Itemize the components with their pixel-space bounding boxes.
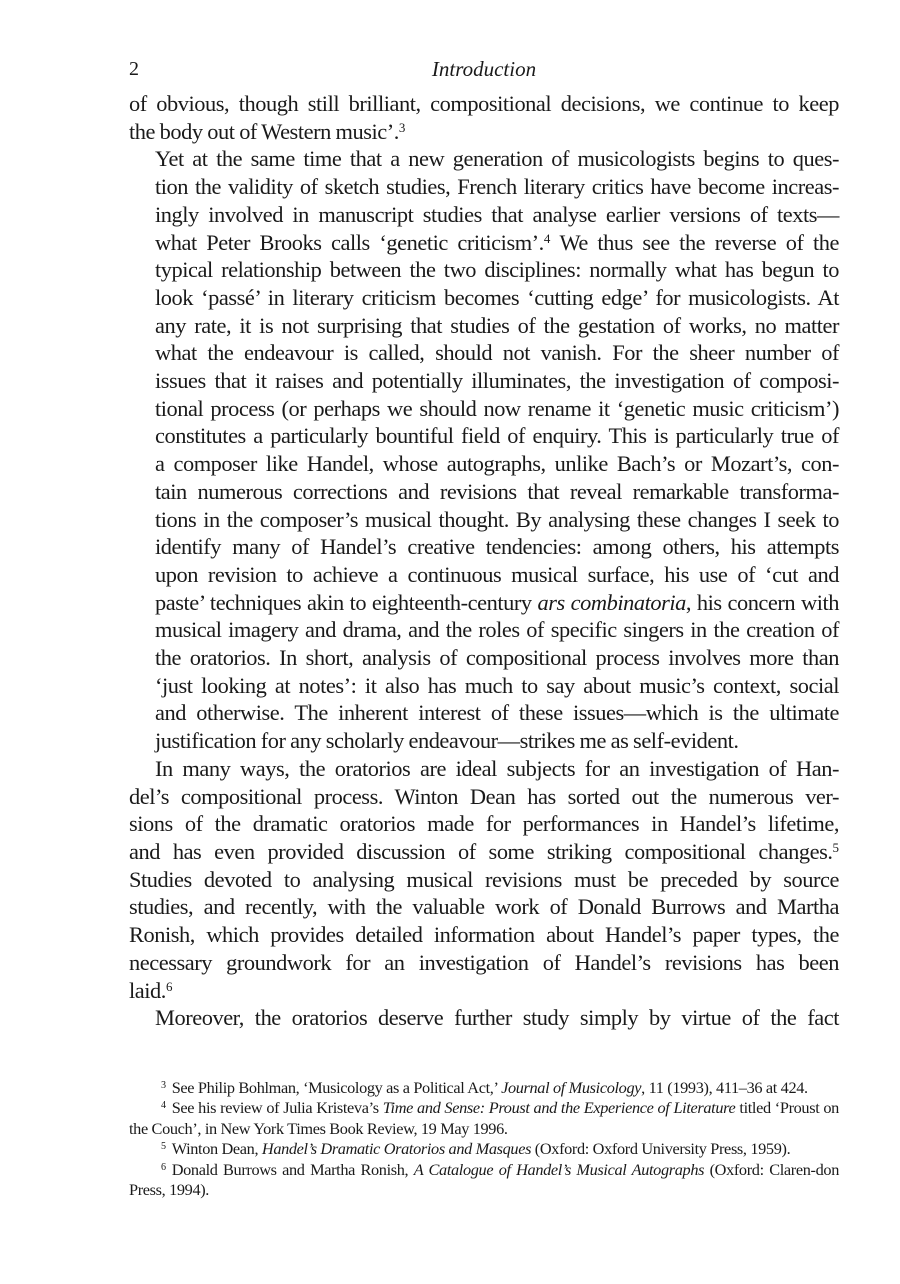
text-line: and has even provided discussion of some striking compositional changes.$^5$ (129, 838, 839, 864)
footnote-number: 5 (161, 1141, 166, 1153)
text-line: and otherwise. The inherent interest of these issues—which is the ultimate (155, 700, 839, 726)
footnote-5: $^5$ Winton Dean, Handel’s Dramatic Oratorios and Masques (Oxford: Oxford University Press, 1959). (161, 1139, 791, 1159)
footnote-number: 6 (161, 1161, 166, 1173)
text-line: of obvious, though still brilliant, compositional decisions, we continue to keep (129, 91, 839, 116)
text-line: identify many of Handel’s creative tendencies: among others, his attempts (155, 534, 839, 560)
footnote-ref[interactable]: 6 (165, 978, 173, 994)
text-line: issues that it raises and potentially illuminates, the investigation of composi- (155, 368, 839, 394)
text-line: Studies devoted to analysing musical revisions must be preceded by source (129, 866, 839, 892)
text-line: tional process (or perhaps we should now rename it ‘genetic music criticism’) (155, 395, 839, 421)
text-line: constitutes a particularly bountiful field of enquiry. This is particularly true of (155, 423, 839, 449)
text-line: Moreover, the oratorios deserve further study simply by virtue of the fact (155, 1005, 839, 1031)
footnote-ref[interactable]: 4 (543, 230, 551, 246)
page-number: 2 (129, 58, 139, 80)
text-line: what Peter Brooks calls ‘genetic criticism’.$^4$ We thus see the reverse of the (155, 229, 839, 255)
text-line: necessary groundwork for an investigation of Handel’s revisions has been (129, 949, 839, 975)
footnote-6: $^6$ Donald Burrows and Martha Ronish, A Catalogue of Handel’s Musical Autographs (Oxford: Claren-don Press, 1994). (129, 1159, 839, 1200)
text-line: Yet at the same time that a new generation of musicologists begins to ques- (155, 146, 839, 172)
text-line: del’s compositional process. Winton Dean has sorted out the numerous ver- (129, 783, 839, 809)
text-line: musical imagery and drama, and the roles of specific singers in the creation of (155, 617, 839, 643)
text-line: typical relationship between the two disciplines: normally what has begun to (155, 257, 839, 283)
text-line: tion the validity of sketch studies, French literary critics have become increas- (155, 174, 839, 200)
chapter-title: Introduction (431, 57, 537, 81)
text-line: tions in the composer’s musical thought. By analysing these changes I seek to (155, 506, 839, 532)
paragraph (129, 755, 839, 1004)
text-line: paste’ techniques akin to eighteenth-century ars combinatoria, his concern with (155, 589, 839, 615)
text-line: any rate, it is not surprising that studies of the gestation of works, no matter (155, 312, 839, 338)
text-line: laid.$^6$ (129, 977, 173, 1003)
footnotes (129, 1078, 839, 1200)
text-line: the oratorios. In short, analysis of compositional process involves more than (155, 645, 839, 671)
text-line: what the endeavour is called, should not vanish. For the sheer number of (155, 340, 839, 366)
text-line: tain numerous corrections and revisions that reveal remarkable transforma- (155, 478, 839, 504)
text-line: upon revision to achieve a continuous musical surface, his use of ‘cut and (155, 561, 839, 587)
text-line: Ronish, which provides detailed information about Handel’s paper types, the (129, 922, 839, 948)
text-line: justification for any scholarly endeavour—strikes me as self-evident. (155, 728, 739, 754)
footnote-ref[interactable]: 5 (832, 839, 839, 855)
italic-term: ars combinatoria (537, 589, 686, 615)
text-line: ‘just looking at notes’: it also has much to say about music’s context, social (155, 672, 839, 698)
text-line: a composer like Handel, whose autographs, unlike Bach’s or Mozart’s, con- (155, 451, 839, 477)
text-line: look ‘passé’ in literary criticism becomes ‘cutting edge’ for musicologists. At (155, 284, 839, 310)
footnote-number: 3 (161, 1079, 166, 1091)
text-line: In many ways, the oratorios are ideal subjects for an investigation of Han- (155, 755, 839, 781)
paragraph (129, 1004, 839, 1032)
footnote-3: $^3$ See Philip Bohlman, ‘Musicology as a Political Act,’ Journal of Musicology, 11 (1993), 411–36 at 424. (161, 1078, 808, 1097)
footnote-ref[interactable]: 3 (398, 119, 406, 135)
footnote-4: $^4$ See his review of Julia Kristeva’s Time and Sense: Proust and the Experience of Literature titled ‘Proust on the Couch’, in New York Times Book Review, 19 May 1996. (129, 1098, 839, 1138)
text-line: ingly involved in manuscript studies that analyse earlier versions of texts— (155, 201, 839, 227)
text-line: sions of the dramatic oratorios made for performances in Handel’s lifetime, (129, 811, 839, 837)
running-head (129, 56, 839, 82)
text-line: the body out of Western music’.$^3$ (129, 118, 406, 144)
text-line: studies, and recently, with the valuable work of Donald Burrows and Martha (129, 894, 839, 920)
body-text (129, 90, 839, 1032)
paragraph (129, 145, 839, 754)
paragraph (129, 90, 839, 145)
footnote-number: 4 (161, 1100, 166, 1112)
